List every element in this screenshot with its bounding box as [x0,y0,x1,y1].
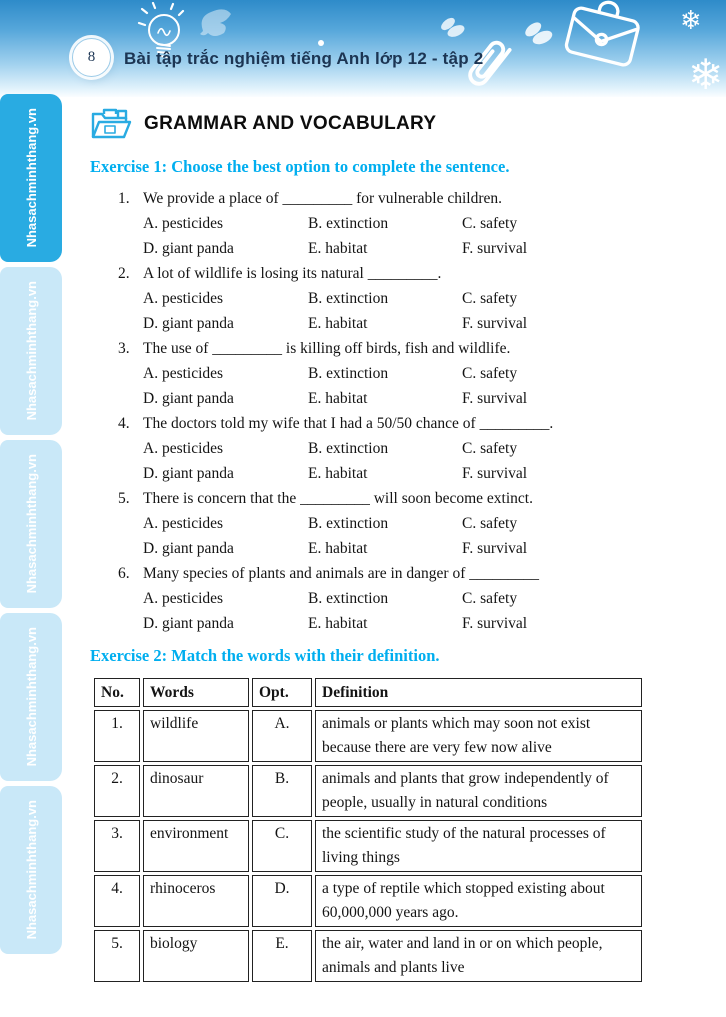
watermark-text: Nhasachminhthang.vn [23,454,39,594]
option-a: A. pesticides [143,365,224,382]
cell-no: 3. [94,820,140,872]
cell-word: wildlife [143,710,249,762]
option-a: A. pesticides [143,515,224,532]
cell-opt: B. [252,765,312,817]
snowflake-icon: ❄ [688,50,724,99]
option-f: F. survival [462,615,528,632]
question-number: 1. [118,190,130,207]
option-b: B. extinction [308,290,389,307]
option-f: F. survival [462,390,528,407]
option-f: F. survival [462,240,528,257]
cell-no: 4. [94,875,140,927]
option-e: E. habitat [308,315,368,332]
option-d: D. giant panda [143,615,234,632]
definitions-table-body [94,710,642,982]
question-text: Many species of plants and animals are in danger of _________ [143,565,540,582]
option-c: C. safety [462,440,518,457]
table-row [94,930,642,982]
option-b: B. extinction [308,440,389,457]
cell-word: rhinoceros [143,875,249,927]
watermark-text: Nhasachminhthang.vn [23,281,39,421]
option-a: A. pesticides [143,215,224,232]
question-block [90,561,650,636]
option-a: A. pesticides [143,440,224,457]
cell-word: dinosaur [143,765,249,817]
cell-word: biology [143,930,249,982]
option-c: C. safety [462,215,518,232]
table-row [94,820,642,872]
exercise1-questions [90,186,650,636]
table-row [94,765,642,817]
table-header-row [94,678,642,707]
watermark-text: Nhasachminhthang.vn [23,800,39,940]
definitions-table [91,675,645,985]
option-e: E. habitat [308,540,368,557]
question-text: The use of _________ is killing off birds, fish and wildlife. [143,340,511,357]
option-b: B. extinction [308,515,389,532]
question-block [90,411,650,486]
watermark-block [0,786,62,954]
question-block [90,186,650,261]
option-f: F. survival [462,540,528,557]
section-title: GRAMMAR AND VOCABULARY [144,113,437,134]
option-a: A. pesticides [143,290,224,307]
cell-no: 1. [94,710,140,762]
cell-opt: D. [252,875,312,927]
folder-icon [90,106,132,142]
header-opt: Opt. [252,678,312,707]
option-d: D. giant panda [143,390,234,407]
cell-definition: animals and plants that grow independently of people, usually in natural conditions [315,765,642,817]
option-d: D. giant panda [143,240,234,257]
question-text: The doctors told my wife that I had a 50/50 chance of _________. [143,415,554,432]
question-number: 3. [118,340,130,357]
butterfly-icon [524,20,554,48]
question-block [90,336,650,411]
butterfly-icon [440,16,466,40]
header-definition: Definition [315,678,642,707]
option-c: C. safety [462,290,518,307]
cell-opt: A. [252,710,312,762]
option-f: F. survival [462,315,528,332]
option-b: B. extinction [308,365,389,382]
exercise1-title: Exercise 1: Choose the best option to complete the sentence. [90,157,510,176]
cell-no: 5. [94,930,140,982]
question-block [90,486,650,561]
table-row [94,710,642,762]
page-content [90,106,650,985]
watermark-block [0,440,62,608]
option-e: E. habitat [308,390,368,407]
option-b: B. extinction [308,215,389,232]
option-b: B. extinction [308,590,389,607]
question-text: A lot of wildlife is losing its natural _________. [143,265,442,282]
book-title: Bài tập trắc nghiệm tiếng Anh lớp 12 - tập 2 [124,49,484,68]
question-text: We provide a place of _________ for vulnerable children. [143,190,502,207]
header-no: No. [94,678,140,707]
cell-definition: the scientific study of the natural processes of living things [315,820,642,872]
cell-opt: E. [252,930,312,982]
page-number: 8 [87,49,96,65]
question-number: 4. [118,415,130,432]
watermark-text: Nhasachminhthang.vn [23,627,39,767]
question-number: 5. [118,490,130,507]
option-c: C. safety [462,515,518,532]
question-block [90,261,650,336]
cell-definition: animals or plants which may soon not exist because there are very few now alive [315,710,642,762]
exercise2-title: Exercise 2: Match the words with their definition. [90,646,440,665]
option-a: A. pesticides [143,590,224,607]
cell-definition: the air, water and land in or on which people, animals and plants live [315,930,642,982]
cell-definition: a type of reptile which stopped existing about 60,000,000 years ago. [315,875,642,927]
briefcase-icon [559,0,651,76]
cell-opt: C. [252,820,312,872]
option-f: F. survival [462,465,528,482]
question-text: There is concern that the _________ will soon become extinct. [143,490,533,507]
option-c: C. safety [462,590,518,607]
sidebar [0,94,62,959]
page-header [0,0,726,97]
option-e: E. habitat [308,240,368,257]
question-number: 6. [118,565,130,582]
watermark-block [0,94,62,262]
option-e: E. habitat [308,615,368,632]
option-c: C. safety [462,365,518,382]
option-e: E. habitat [308,465,368,482]
exercise2-block [90,643,650,985]
cell-word: environment [143,820,249,872]
option-d: D. giant panda [143,465,234,482]
snowflake-icon: ❄ [680,6,702,36]
dot-decoration [318,40,324,46]
question-number: 2. [118,265,130,282]
page-number-badge [72,38,111,77]
header-words: Words [143,678,249,707]
watermark-block [0,267,62,435]
option-d: D. giant panda [143,315,234,332]
watermark-text: Nhasachminhthang.vn [23,108,39,248]
section-heading [90,106,650,142]
option-d: D. giant panda [143,540,234,557]
cell-no: 2. [94,765,140,817]
leaf-icon [198,8,234,40]
watermark-block [0,613,62,781]
table-row [94,875,642,927]
